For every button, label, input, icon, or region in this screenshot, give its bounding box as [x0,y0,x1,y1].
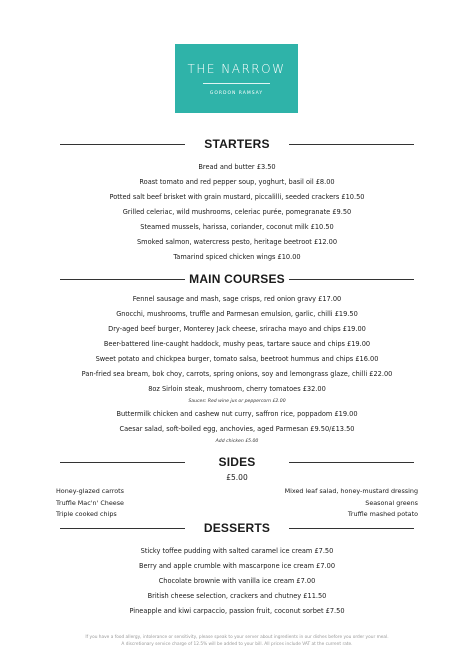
desserts-heading [0,520,474,536]
starters-heading [0,136,474,152]
heading-rule-right [289,528,414,529]
menu-item: Smoked salmon, watercress pesto, heritage beetroot £12.00 [136,238,338,246]
menu-item: Sticky toffee pudding with salted caramel ice cream £7.50 [140,547,334,555]
heading-rule-right [289,144,414,145]
side-item: Triple cooked chips [56,510,117,518]
sides-price: £5.00 [226,473,248,482]
menu-item: Dry-aged beef burger, Monterey Jack cheese, sriracha mayo and chips £19.00 [108,325,366,333]
menu-item: Bread and butter £3.50 [198,163,276,171]
menu-item: Buttermilk chicken and cashew nut curry, saffron rice, poppadom £19.00 [116,410,358,418]
menu-item: Tamarind spiced chicken wings £10.00 [173,253,301,261]
menu-item: Roast tomato and red pepper soup, yoghurt, basil oil £8.00 [139,178,335,186]
menu-item: Potted salt beef brisket with grain mustard, piccalilli, seeded crackers £10.50 [109,193,365,201]
mains-list [0,292,474,447]
footer-allergy-note: If you have a food allergy, intolerance or sensitivity, please speak to your server about ingredients in our dishes before you order your meal. [85,635,389,640]
menu-note: Sauces: Red wine jus or peppercorn £2.00 [188,399,286,404]
starters-list [0,160,474,265]
logo-subtitle: GORDON RAMSAY [209,91,264,96]
starters-title: STARTERS [204,137,270,151]
menu-item: Steamed mussels, harissa, coriander, coconut milk £10.50 [140,223,334,231]
logo-divider [203,83,270,84]
side-item: Truffle mashed potato [347,510,418,518]
menu-item: Grilled celeriac, wild mushrooms, celeriac purée, pomegranate £9.50 [122,208,352,216]
menu-item: Sweet potato and chickpea burger, tomato salsa, beetroot hummus and chips £16.00 [95,355,379,363]
sides-title: SIDES [218,455,256,469]
heading-rule-right [289,462,414,463]
menu-item: 8oz Sirloin steak, mushroom, cherry tomatoes £32.00 [148,385,326,393]
sides-heading [0,454,474,470]
heading-rule-right [289,279,414,280]
footer-disclaimer [0,634,474,648]
logo [175,44,298,113]
sides-right-list [285,486,418,521]
menu-item: Berry and apple crumble with mascarpone ice cream £7.00 [138,562,336,570]
footer-service-note: A discretionary service charge of 12.5% will be added to your bill. All prices include VAT at the current rate. [121,642,353,647]
menu-item: Caesar salad, soft-boiled egg, anchovies, aged Parmesan £9.50/£13.50 [119,425,355,433]
desserts-list [0,544,474,619]
sides-left-list [56,486,124,521]
side-item: Mixed leaf salad, honey-mustard dressing [284,487,418,495]
side-item: Seasonal greens [365,498,418,507]
side-item: Truffle Mac'n' Cheese [56,498,124,507]
mains-heading [0,271,474,287]
side-item: Honey-glazed carrots [56,487,124,495]
menu-item: Pan-fried sea bream, bok choy, carrots, spring onions, soy and lemongrass glaze, chilli £22.00 [81,370,393,378]
menu-item: Gnocchi, mushrooms, truffle and Parmesan emulsion, garlic, chilli £19.50 [116,310,358,318]
logo-title: THE NARROW [187,62,286,76]
mains-title: MAIN COURSES [189,272,285,286]
menu-item: Beer-battered line-caught haddock, mushy peas, tartare sauce and chips £19.00 [103,340,371,348]
desserts-title: DESSERTS [203,521,271,535]
menu-item: Fennel sausage and mash, sage crisps, red onion gravy £17.00 [132,295,342,303]
menu-item: Chocolate brownie with vanilla ice cream £7.00 [158,577,316,585]
menu-note: Add chicken £5.00 [215,439,259,444]
menu-item: Pineapple and kiwi carpaccio, passion fruit, coconut sorbet £7.50 [129,607,345,615]
menu-item: British cheese selection, crackers and chutney £11.50 [147,592,327,600]
